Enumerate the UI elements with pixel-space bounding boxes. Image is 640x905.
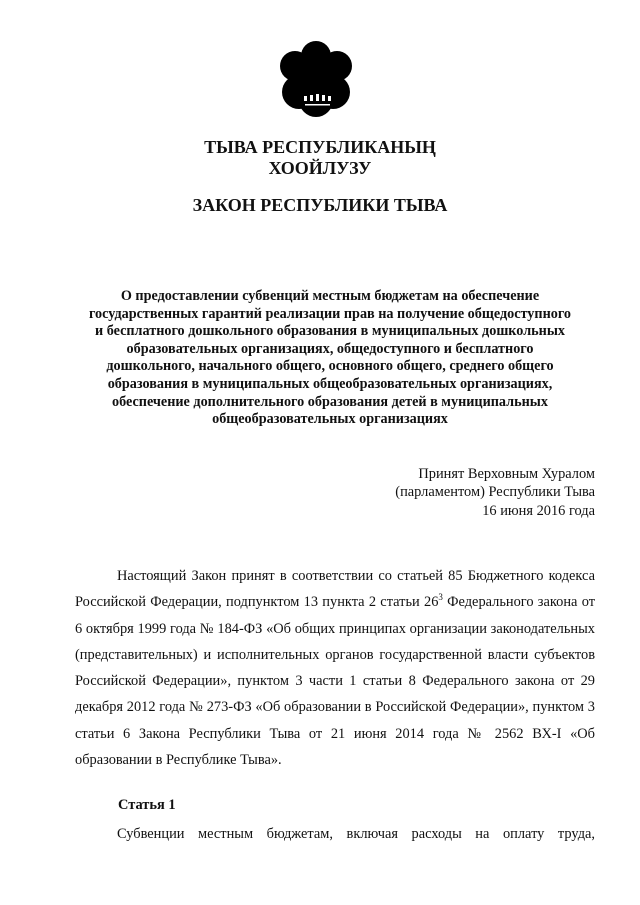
law-title-line: государственных гарантий реализации прав на получение общедоступного	[88, 305, 572, 322]
preamble-paragraph	[75, 563, 595, 773]
article-1-heading: Статья 1	[118, 797, 176, 813]
coat-of-arms-emblem	[276, 40, 356, 118]
adoption-line1: Принят Верховным Хуралом	[418, 466, 595, 482]
preamble-text-part2: Федерального закона от 6 октября 1999 года № 184-ФЗ «Об общих принципах организации законодательных (представительных) и исполнительных органов государственной власти субъектов Российской Федерации», пунктом 3 части 1 статьи 8 Федерального закона от 29 декабря 2012 года № 273-ФЗ «Об образовании в Российской Федерации», пунктом 3 статьи 6 Закона Республики Тыва от 21 июня 2014 года № 2562 ВХ-I «Об образовании в Республике Тыва».	[75, 594, 595, 769]
article-1-text: Субвенции местным бюджетам, включая расходы на оплату труда,	[117, 826, 595, 842]
law-title-line: общеобразовательных организациях	[212, 411, 448, 428]
adoption-block	[395, 465, 595, 520]
adoption-line2: (парламентом) Республики Тыва	[395, 484, 595, 501]
preamble-text-part1: Настоящий Закон принят в соответствии со статьей 85 Бюджетного кодекса Российской Федерации, подпунктом 13 пункта 2 статьи 26	[75, 568, 595, 611]
tuvan-header-line1: ТЫВА РЕСПУБЛИКАНЫҢ	[204, 137, 436, 157]
tuvan-header-line2: ХООЙЛУЗУ	[268, 158, 372, 178]
law-title-line: обеспечение дополнительного образования детей в муниципальных	[112, 393, 548, 410]
law-title-line: дошкольного, начального общего, основного общего, среднего общего	[106, 358, 554, 375]
adoption-date: 16 июня 2016 года	[482, 502, 595, 519]
law-title	[70, 288, 590, 429]
article-superscript: 3	[438, 592, 443, 603]
law-title-line: образовательных организациях, общедоступного и бесплатного	[126, 340, 534, 357]
tuvan-header	[0, 137, 640, 179]
law-title-line: образования в муниципальных общеобразовательных организациях,	[107, 375, 553, 392]
russian-header: ЗАКОН РЕСПУБЛИКИ ТЫВА	[192, 195, 448, 215]
law-title-line: О предоставлении субвенций местным бюджетам на обеспечение	[120, 288, 540, 304]
law-title-line: и бесплатного дошкольного образования в муниципальных дошкольных	[94, 323, 566, 340]
